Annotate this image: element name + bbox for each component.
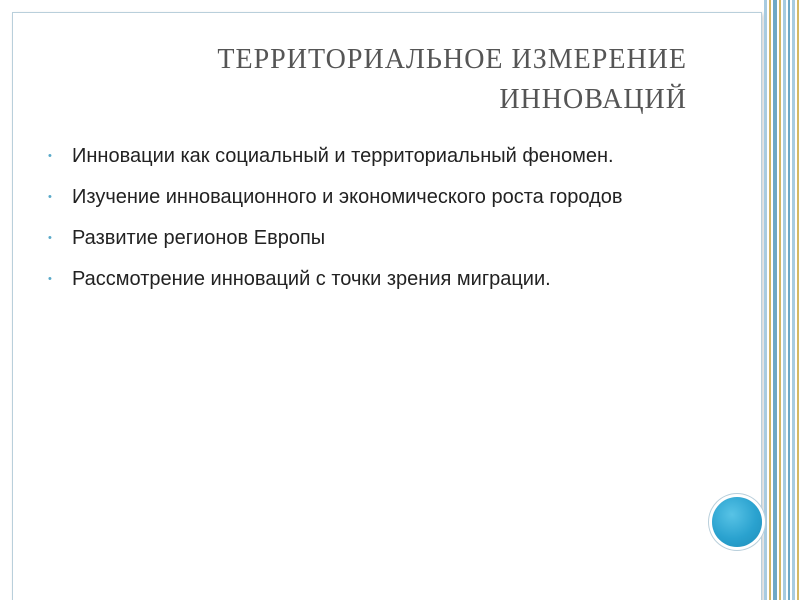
slide-title (87, 40, 687, 120)
stripe (783, 0, 786, 600)
bullet-item (48, 142, 688, 171)
slide-title-line-2: ИННОВАЦИЙ (499, 84, 687, 115)
bullet-item (48, 183, 688, 212)
stripe (792, 0, 795, 600)
slide-title-line-1: ТЕРРИТОРИАЛЬНОЕ ИЗМЕРЕНИЕ (217, 44, 687, 75)
bullet-dot-icon: • (48, 232, 52, 244)
stripe (764, 0, 767, 600)
bullet-dot-icon: • (48, 150, 52, 162)
stripe (788, 0, 790, 600)
bullet-list (48, 142, 688, 306)
bullet-item (48, 265, 688, 294)
bullet-text: Развитие регионов Европы (72, 227, 326, 249)
decorative-stripes (762, 0, 800, 600)
bullet-item (48, 224, 688, 253)
stripe (797, 0, 799, 600)
bullet-text: Инновации как социальный и территориальный феномен. (72, 145, 614, 167)
stripe (769, 0, 771, 600)
stripe (773, 0, 777, 600)
stripe (779, 0, 781, 600)
bullet-dot-icon: • (48, 191, 52, 203)
bullet-text: Рассмотрение инноваций с точки зрения миграции. (72, 268, 551, 290)
decorative-circle-icon (712, 497, 762, 547)
bullet-text: Изучение инновационного и экономического роста городов (72, 186, 623, 208)
bullet-dot-icon: • (48, 273, 52, 285)
